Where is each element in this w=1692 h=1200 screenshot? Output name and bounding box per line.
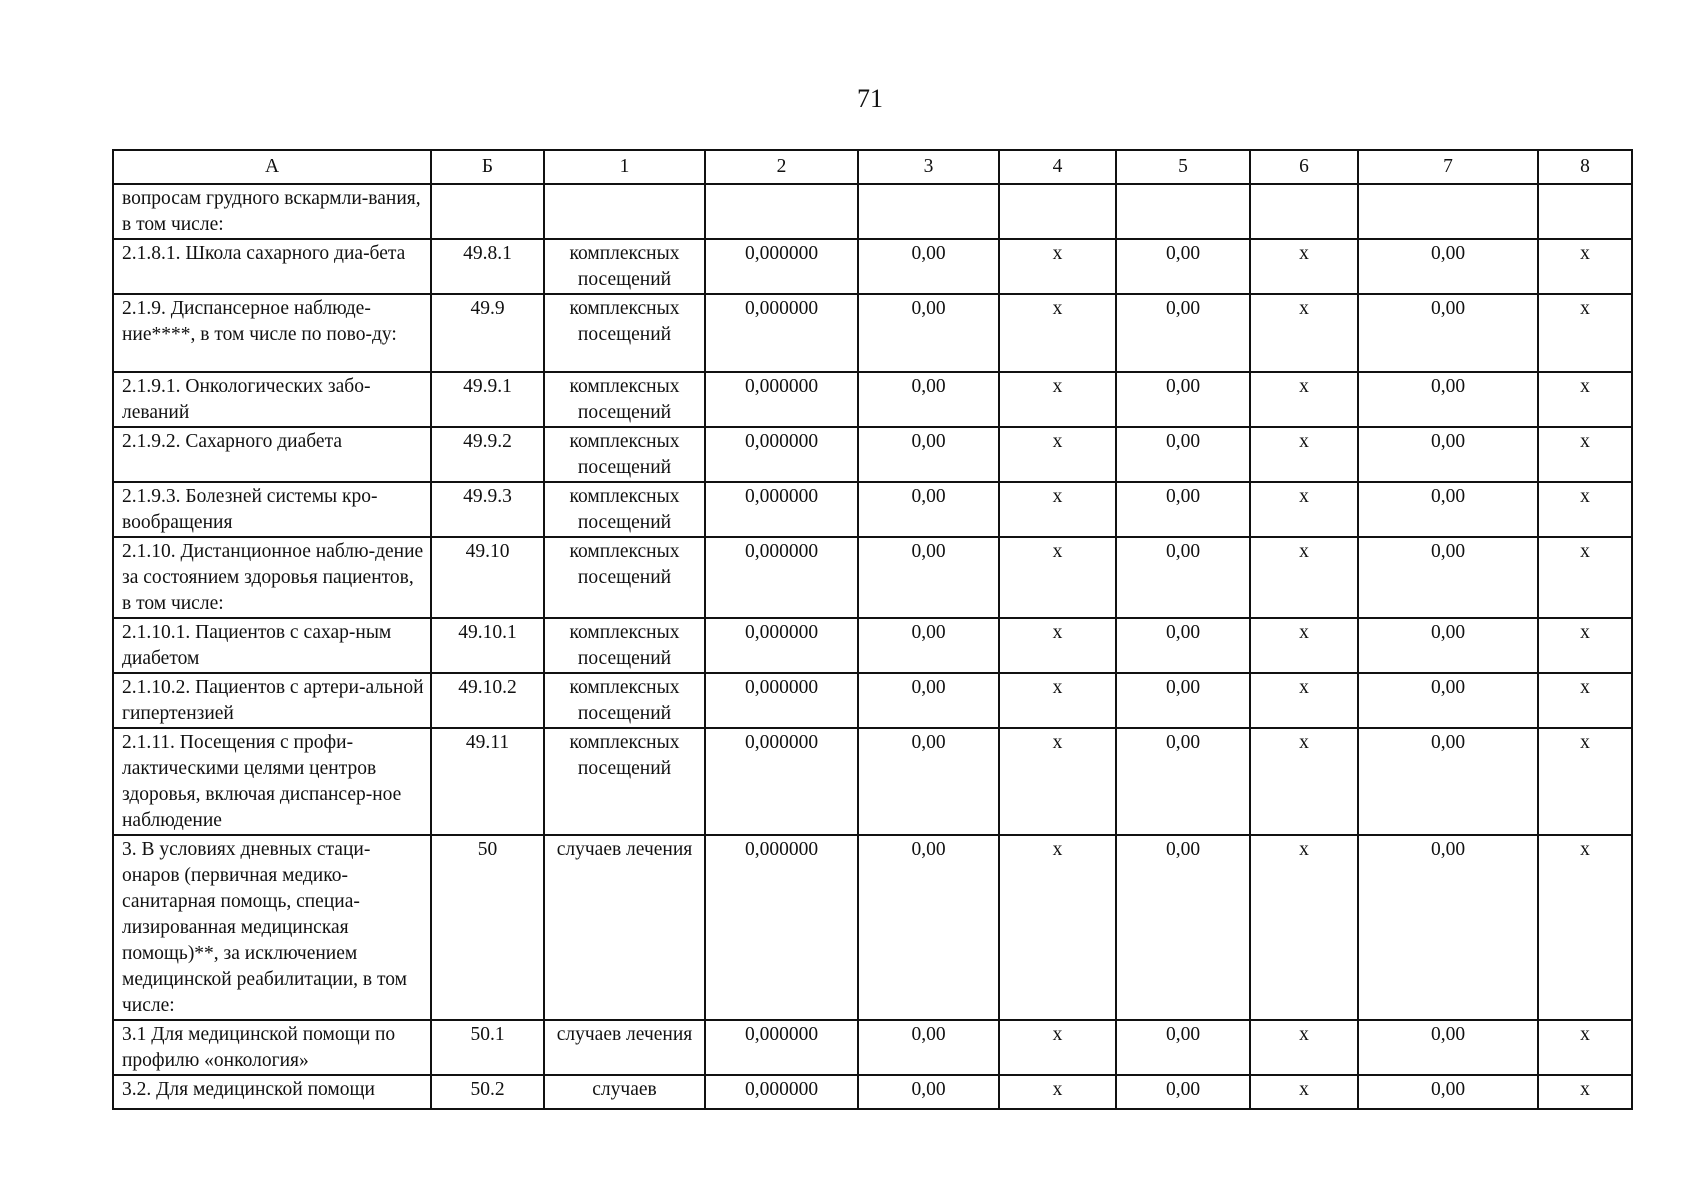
cell-code: 49.10.1: [431, 618, 544, 673]
cell-unit: комплексных посещений: [544, 427, 705, 482]
cell-name: 2.1.10.2. Пациентов с артери-альной гипертензией: [113, 673, 431, 728]
table-row: [113, 294, 1632, 372]
table-row: [113, 537, 1632, 618]
cell-name: 2.1.8.1. Школа сахарного диа-бета: [113, 239, 431, 294]
cell-col4: х: [999, 372, 1116, 427]
cell-col2: 0,000000: [705, 1020, 858, 1075]
table-row: [113, 427, 1632, 482]
cell-col8: х: [1538, 1075, 1632, 1109]
table-row: [113, 1020, 1632, 1075]
cell-col3: [858, 184, 999, 239]
cell-col7: 0,00: [1358, 728, 1538, 835]
cell-code: 49.9: [431, 294, 544, 372]
cell-col2: 0,000000: [705, 239, 858, 294]
cell-col4: [999, 184, 1116, 239]
cell-col3: 0,00: [858, 673, 999, 728]
cell-code: 49.10: [431, 537, 544, 618]
cell-col5: 0,00: [1116, 427, 1250, 482]
cell-col5: 0,00: [1116, 835, 1250, 1020]
column-header-4: 4: [999, 150, 1116, 184]
cell-code: 49.9.3: [431, 482, 544, 537]
cell-unit: [544, 184, 705, 239]
cell-col6: х: [1250, 1020, 1358, 1075]
cell-col3: 0,00: [858, 728, 999, 835]
cell-col3: 0,00: [858, 372, 999, 427]
table-row: [113, 239, 1632, 294]
cell-unit: комплексных посещений: [544, 482, 705, 537]
cell-code: 49.8.1: [431, 239, 544, 294]
cell-unit: комплексных посещений: [544, 239, 705, 294]
cell-col5: 0,00: [1116, 239, 1250, 294]
cell-col7: 0,00: [1358, 1075, 1538, 1109]
column-header-6: 6: [1250, 150, 1358, 184]
cell-col7: 0,00: [1358, 294, 1538, 372]
cell-name: 2.1.11. Посещения с профи-лактическими целями центров здоровья, включая диспансер-ное наблюдение: [113, 728, 431, 835]
cell-col4: х: [999, 1075, 1116, 1109]
table-row: [113, 673, 1632, 728]
cell-col7: 0,00: [1358, 673, 1538, 728]
table-row: [113, 184, 1632, 239]
cell-code: 49.10.2: [431, 673, 544, 728]
cell-name: 2.1.9. Диспансерное наблюде-ние****, в том числе по пово-ду:: [113, 294, 431, 372]
cell-unit: комплексных посещений: [544, 372, 705, 427]
cell-col7: 0,00: [1358, 1020, 1538, 1075]
table-row: [113, 618, 1632, 673]
cell-name: 3.2. Для медицинской помощи: [113, 1075, 431, 1109]
cell-name: 3.1 Для медицинской помощи по профилю «онкология»: [113, 1020, 431, 1075]
cell-col7: 0,00: [1358, 537, 1538, 618]
cell-code: 49.11: [431, 728, 544, 835]
cell-name: 2.1.10. Дистанционное наблю-дение за состоянием здоровья пациентов, в том числе:: [113, 537, 431, 618]
cell-col2: 0,000000: [705, 618, 858, 673]
column-header-7: 7: [1358, 150, 1538, 184]
cell-code: [431, 184, 544, 239]
cell-code: 49.9.2: [431, 427, 544, 482]
cell-col2: 0,000000: [705, 372, 858, 427]
table-row: [113, 835, 1632, 1020]
cell-col7: 0,00: [1358, 239, 1538, 294]
cell-col8: х: [1538, 673, 1632, 728]
cell-col2: 0,000000: [705, 427, 858, 482]
cell-col3: 0,00: [858, 482, 999, 537]
cell-unit: случаев лечения: [544, 835, 705, 1020]
cell-col4: х: [999, 618, 1116, 673]
cell-col8: х: [1538, 482, 1632, 537]
cell-col3: 0,00: [858, 835, 999, 1020]
cell-col8: х: [1538, 537, 1632, 618]
cell-col4: х: [999, 427, 1116, 482]
table-row: [113, 728, 1632, 835]
cell-col5: 0,00: [1116, 294, 1250, 372]
column-header-8: 8: [1538, 150, 1632, 184]
cell-col4: х: [999, 728, 1116, 835]
cell-col4: х: [999, 482, 1116, 537]
cell-col2: 0,000000: [705, 835, 858, 1020]
cell-col5: 0,00: [1116, 372, 1250, 427]
cell-col4: х: [999, 294, 1116, 372]
cell-col7: 0,00: [1358, 835, 1538, 1020]
cell-col5: 0,00: [1116, 482, 1250, 537]
cell-name: 2.1.9.2. Сахарного диабета: [113, 427, 431, 482]
cell-col2: [705, 184, 858, 239]
cell-col3: 0,00: [858, 618, 999, 673]
cell-col6: х: [1250, 372, 1358, 427]
cell-code: 50: [431, 835, 544, 1020]
data-table: [112, 149, 1633, 1110]
cell-col6: х: [1250, 1075, 1358, 1109]
cell-col6: х: [1250, 673, 1358, 728]
cell-unit: комплексных посещений: [544, 294, 705, 372]
cell-name: 3. В условиях дневных стаци-онаров (первичная медико-санитарная помощь, специа-лизированная медицинская помощь)**, за исключением медицинской реабилитации, в том числе:: [113, 835, 431, 1020]
column-header-1: 1: [544, 150, 705, 184]
cell-col6: х: [1250, 728, 1358, 835]
cell-col3: 0,00: [858, 537, 999, 618]
cell-col2: 0,000000: [705, 728, 858, 835]
cell-col8: х: [1538, 239, 1632, 294]
cell-col4: х: [999, 835, 1116, 1020]
cell-col7: 0,00: [1358, 372, 1538, 427]
cell-unit: комплексных посещений: [544, 728, 705, 835]
cell-col4: х: [999, 673, 1116, 728]
cell-col8: х: [1538, 728, 1632, 835]
cell-col2: 0,000000: [705, 482, 858, 537]
cell-col5: [1116, 184, 1250, 239]
cell-code: 49.9.1: [431, 372, 544, 427]
cell-name: вопросам грудного вскармли-вания, в том числе:: [113, 184, 431, 239]
column-header-b: Б: [431, 150, 544, 184]
cell-code: 50.1: [431, 1020, 544, 1075]
cell-col7: 0,00: [1358, 427, 1538, 482]
cell-col8: х: [1538, 835, 1632, 1020]
cell-col6: х: [1250, 294, 1358, 372]
cell-unit: комплексных посещений: [544, 618, 705, 673]
cell-col8: х: [1538, 1020, 1632, 1075]
cell-col4: х: [999, 537, 1116, 618]
cell-col3: 0,00: [858, 1075, 999, 1109]
cell-col6: х: [1250, 618, 1358, 673]
column-header-a: А: [113, 150, 431, 184]
cell-name: 2.1.9.3. Болезней системы кро-вообращения: [113, 482, 431, 537]
cell-col7: 0,00: [1358, 618, 1538, 673]
cell-col3: 0,00: [858, 1020, 999, 1075]
cell-col5: 0,00: [1116, 537, 1250, 618]
cell-col2: 0,000000: [705, 294, 858, 372]
cell-col2: 0,000000: [705, 673, 858, 728]
cell-col3: 0,00: [858, 239, 999, 294]
column-header-3: 3: [858, 150, 999, 184]
page-number: 71: [857, 84, 883, 113]
cell-code: 50.2: [431, 1075, 544, 1109]
cell-col6: х: [1250, 537, 1358, 618]
cell-name: 2.1.9.1. Онкологических забо-леваний: [113, 372, 431, 427]
cell-col5: 0,00: [1116, 1020, 1250, 1075]
cell-unit: комплексных посещений: [544, 673, 705, 728]
table-row: [113, 1075, 1632, 1109]
cell-col7: [1358, 184, 1538, 239]
cell-col2: 0,000000: [705, 1075, 858, 1109]
table-row: [113, 482, 1632, 537]
cell-col8: х: [1538, 294, 1632, 372]
cell-col6: [1250, 184, 1358, 239]
cell-col6: х: [1250, 239, 1358, 294]
cell-unit: комплексных посещений: [544, 537, 705, 618]
cell-col2: 0,000000: [705, 537, 858, 618]
cell-unit: случаев лечения: [544, 1020, 705, 1075]
cell-col6: х: [1250, 427, 1358, 482]
cell-col8: х: [1538, 427, 1632, 482]
header-row: [113, 150, 1632, 184]
cell-col6: х: [1250, 482, 1358, 537]
cell-col4: х: [999, 239, 1116, 294]
cell-col5: 0,00: [1116, 728, 1250, 835]
cell-col5: 0,00: [1116, 1075, 1250, 1109]
column-header-2: 2: [705, 150, 858, 184]
cell-col5: 0,00: [1116, 673, 1250, 728]
table-row: [113, 372, 1632, 427]
cell-col6: х: [1250, 835, 1358, 1020]
cell-col8: х: [1538, 618, 1632, 673]
cell-col4: х: [999, 1020, 1116, 1075]
cell-unit: случаев: [544, 1075, 705, 1109]
cell-col3: 0,00: [858, 294, 999, 372]
cell-col5: 0,00: [1116, 618, 1250, 673]
cell-name: 2.1.10.1. Пациентов с сахар-ным диабетом: [113, 618, 431, 673]
column-header-5: 5: [1116, 150, 1250, 184]
cell-col8: х: [1538, 372, 1632, 427]
cell-col8: [1538, 184, 1632, 239]
cell-col3: 0,00: [858, 427, 999, 482]
cell-col7: 0,00: [1358, 482, 1538, 537]
